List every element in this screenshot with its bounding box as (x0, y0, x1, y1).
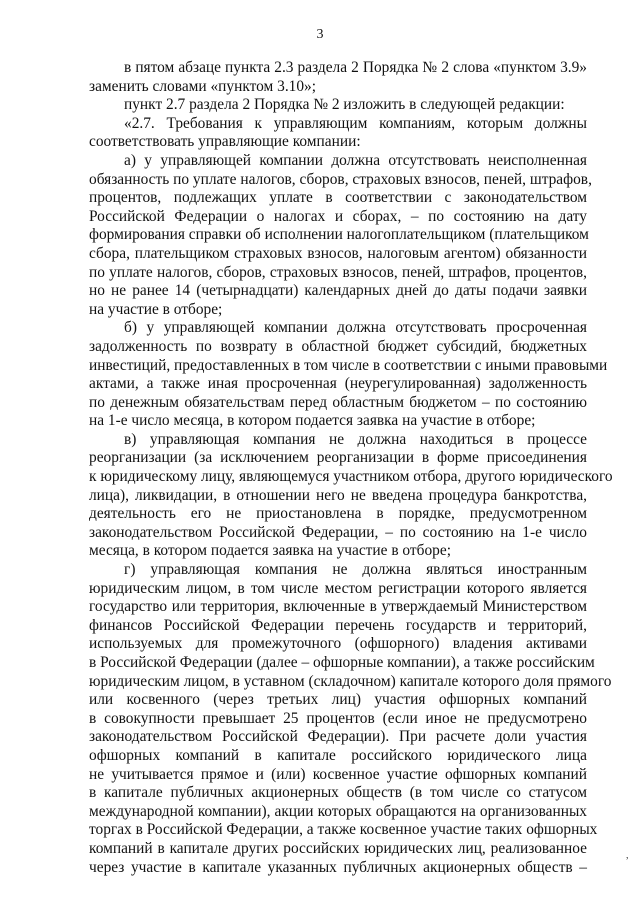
text-line: а) у управляющей компании должна отсутствовать неисполненная (124, 151, 587, 169)
text-line: б) у управляющей компании должна отсутствовать просроченная (124, 319, 587, 337)
text-line: используемых для промежуточного (офшорного) владения активами (89, 635, 587, 653)
text-line: офшорных компаний в капитале российского юридического лица (89, 746, 587, 764)
text-line: заменить словами «пунктом 3.10»; (89, 77, 317, 95)
text-line: в совокупности превышает 25 процентов (если иное не предусмотрено (89, 709, 587, 727)
text-line: пункт 2.7 раздела 2 Порядка № 2 изложить в следующей редакции: (124, 96, 565, 114)
text-line: через участие в капитале указанных публичных акционерных обществ – (89, 858, 587, 876)
text-line: формирования справки об исполнении налогоплательщиком (плательщиком (89, 226, 589, 244)
text-line: сбора, плательщиком страховых взносов, налоговым агентом) обязанности (89, 244, 587, 262)
text-line: но не ранее 14 (четырнадцати) календарных дней до даты подачи заявки (89, 282, 587, 300)
text-line: в) управляющая компания не должна находиться в процессе (124, 430, 587, 448)
text-line: лица), ликвидации, в отношении него не введена процедура банкротства, (89, 486, 587, 504)
text-line: процентов, подлежащих уплате в соответствии с законодательством (89, 189, 587, 207)
text-line: на участие в отборе; (89, 300, 223, 318)
text-line: в Российской Федерации (далее – офшорные компании), а также российским (89, 654, 595, 671)
text-line: не учитывается прямое и (или) косвенное участие офшорных компаний (89, 765, 587, 783)
text-line: финансов Российской Федерации перечень государств и территорий, (89, 616, 587, 634)
text-line: торгах в Российской Федерации, а также косвенное участие таких офшорных (89, 821, 598, 839)
document-body (89, 59, 613, 877)
text-line: международной компании), акции которых обращаются на организованных (89, 802, 587, 820)
text-line: Российской Федерации о налогах и сборах, – по состоянию на дату (89, 207, 587, 225)
text-line: реорганизации (за исключением реорганизации в форме присоединения (89, 449, 587, 467)
text-line: актами, а также иная просроченная (неурегулированная) задолженность (89, 375, 587, 393)
text-line: соответствовать управляющие компании: (89, 133, 361, 151)
text-line: по уплате налогов, сборов, страховых взносов, пеней, штрафов, процентов, (89, 263, 587, 281)
page-number: 3 (316, 27, 324, 42)
text-line: или косвенного (через третьих лиц) участия офшорных компаний (89, 691, 587, 709)
scan-mark: , (626, 850, 629, 861)
text-line: на 1-е число месяца, в котором подается заявка на участие в отборе; (89, 412, 536, 430)
text-line: задолженность по возврату в областной бюджет субсидий, бюджетных (89, 337, 587, 355)
text-line: инвестиций, предоставленных в том числе в соответствии с иными правовыми (89, 356, 608, 374)
text-line: в пятом абзаце пункта 2.3 раздела 2 Порядка № 2 слова «пунктом 3.9» (124, 59, 587, 76)
text-line: законодательством Российской Федерации). При расчете доли участия (89, 728, 587, 746)
text-line: по денежным обязательствам перед областным бюджетом – по состоянию (89, 393, 587, 411)
text-line: г) управляющая компания не должна являться иностранным (124, 561, 587, 579)
text-line: компаний в капитале других российских юридических лиц, реализованное (89, 839, 587, 857)
text-line: юридическим лицом, в уставном (складочном) капитале которого доля прямого (89, 672, 612, 690)
text-line: деятельность его не приостановлена в порядке, предусмотренном (89, 505, 587, 523)
text-line: юридическим лицом, в том числе местом регистрации которого является (89, 579, 587, 597)
text-line: в капитале публичных акционерных обществ (в том числе со статусом (89, 784, 587, 802)
text-line: к юридическому лицу, являющемуся участником отбора, другого юридического (89, 468, 613, 486)
text-line: обязанность по уплате налогов, сборов, страховых взносов, пеней, штрафов, (89, 170, 592, 188)
text-line: государство или территория, включенные в утверждаемый Министерством (89, 598, 587, 616)
text-line: месяца, в котором подается заявка на участие в отборе; (89, 542, 451, 560)
text-line: «2.7. Требования к управляющим компаниям, которым должны (124, 114, 587, 132)
text-line: законодательством Российской Федерации, – по состоянию на 1-е число (89, 523, 587, 541)
